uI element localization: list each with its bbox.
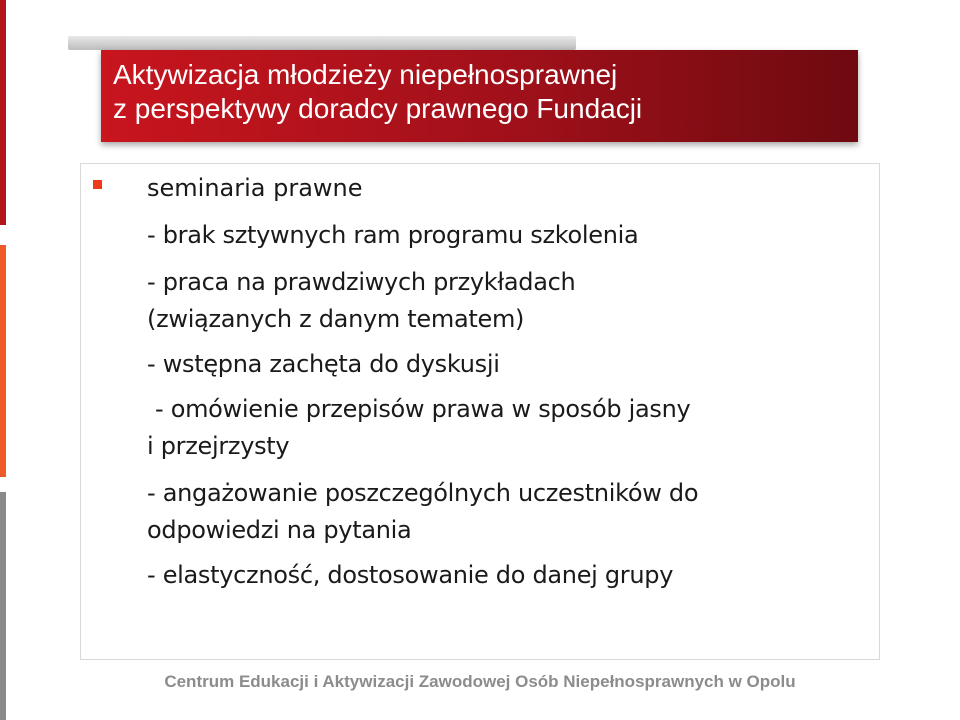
left-accent-strip-red — [0, 0, 6, 225]
title-line-2: z perspektywy doradcy prawnego Fundacji — [113, 93, 643, 124]
list-item — [147, 264, 867, 338]
content-box — [80, 163, 880, 660]
list-item — [147, 475, 867, 549]
list-item-line: odpowiedzi na pytania — [147, 516, 412, 544]
footer-organization: Centrum Edukacji i Aktywizacji Zawodowej Osób Niepełnosprawnych w Opolu — [164, 672, 796, 691]
left-accent-strip-orange — [0, 245, 6, 477]
title-banner — [101, 50, 858, 142]
list-item-line: i przejrzysty — [147, 432, 290, 460]
list-item-line: (związanych z danym tematem) — [147, 305, 525, 333]
list-item — [147, 391, 867, 428]
square-bullet-icon — [93, 180, 102, 189]
content-text — [147, 164, 867, 594]
content-heading: seminaria prawne — [147, 174, 363, 202]
list-item — [147, 346, 867, 383]
top-decorative-bar — [68, 36, 576, 50]
list-item-line: - angażowanie poszczególnych uczestników do — [147, 479, 699, 507]
list-item-line: - elastyczność, dostosowanie do danej grupy — [147, 561, 674, 589]
list-item — [147, 217, 867, 254]
list-item-line: - praca na prawdziwych przykładach — [147, 268, 576, 296]
list-item — [147, 557, 867, 594]
title-line-1: Aktywizacja młodzieży niepełnosprawnej — [113, 59, 618, 90]
list-item-continuation — [147, 428, 867, 465]
list-item-line: - brak sztywnych ram programu szkolenia — [147, 221, 639, 249]
list-item-line: - omówienie przepisów prawa w sposób jasny — [155, 395, 691, 423]
list-item-line: - wstępna zachęta do dyskusji — [147, 350, 500, 378]
